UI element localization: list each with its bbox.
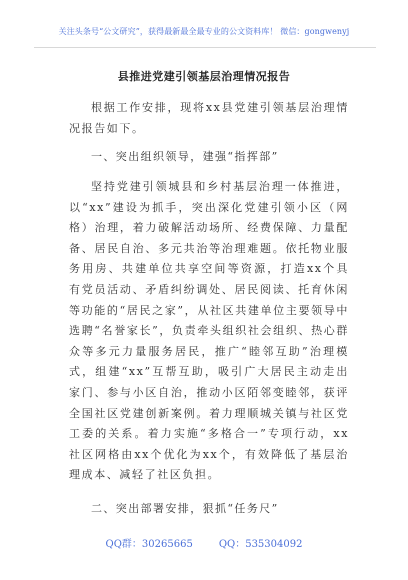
header-divider (34, 47, 376, 48)
footer-contact (0, 535, 408, 550)
document-title: 县推进党建引领基层治理情况报告 (117, 70, 291, 83)
header-promo-note: 关注头条号“公文研究”，获得最新最全最专业的公文资料库！ 微信：gongwenyj (58, 27, 350, 36)
section-1-body: 坚持党建引领城县和乡村基层治理一体推进，以“xx”建设为抓手，突出深化党建引领小区（网格）治理，着力破解活动场所、经费保障、力量配备、居民自治、多元共治等治理难题。依托物业服务用房、共建单位共享空间等资源，打造xx个具有党员活动、矛盾纠纷调处、居民阅读、托育休闲等功能的“居民之家”，从社区共建单位主要领导中选聘“名誉家长”，负责牵头组织社会组织、热心群众等多元力量服务居民，推广“睦邻互助”治理模式，组建“xx”互帮互助，吸引广大居民主动走出家门、参与小区自治，推动小区陌邻变睦邻，获评全国社区党建创新案例。着力理顺城关镇与社区党工委的关系。着力实施“多格合一”专项行动，xx社区网格由xx个优化为xx个，有效降低了基层治理成本、减轻了社区负担。 (69, 180, 349, 482)
section-2-heading: 二、突出部署安排，狠抓“任务尺” (91, 502, 279, 515)
intro-paragraph: 根据工作安排，现将xx县党建引领基层治理情况报告如下。 (69, 101, 349, 135)
footer-qq-group: QQ群：30265665 (105, 539, 193, 550)
section-1-heading: 一、突出组织领导，建强“指挥部” (91, 150, 279, 163)
footer-qq-number: QQ：535304092 (218, 539, 303, 550)
